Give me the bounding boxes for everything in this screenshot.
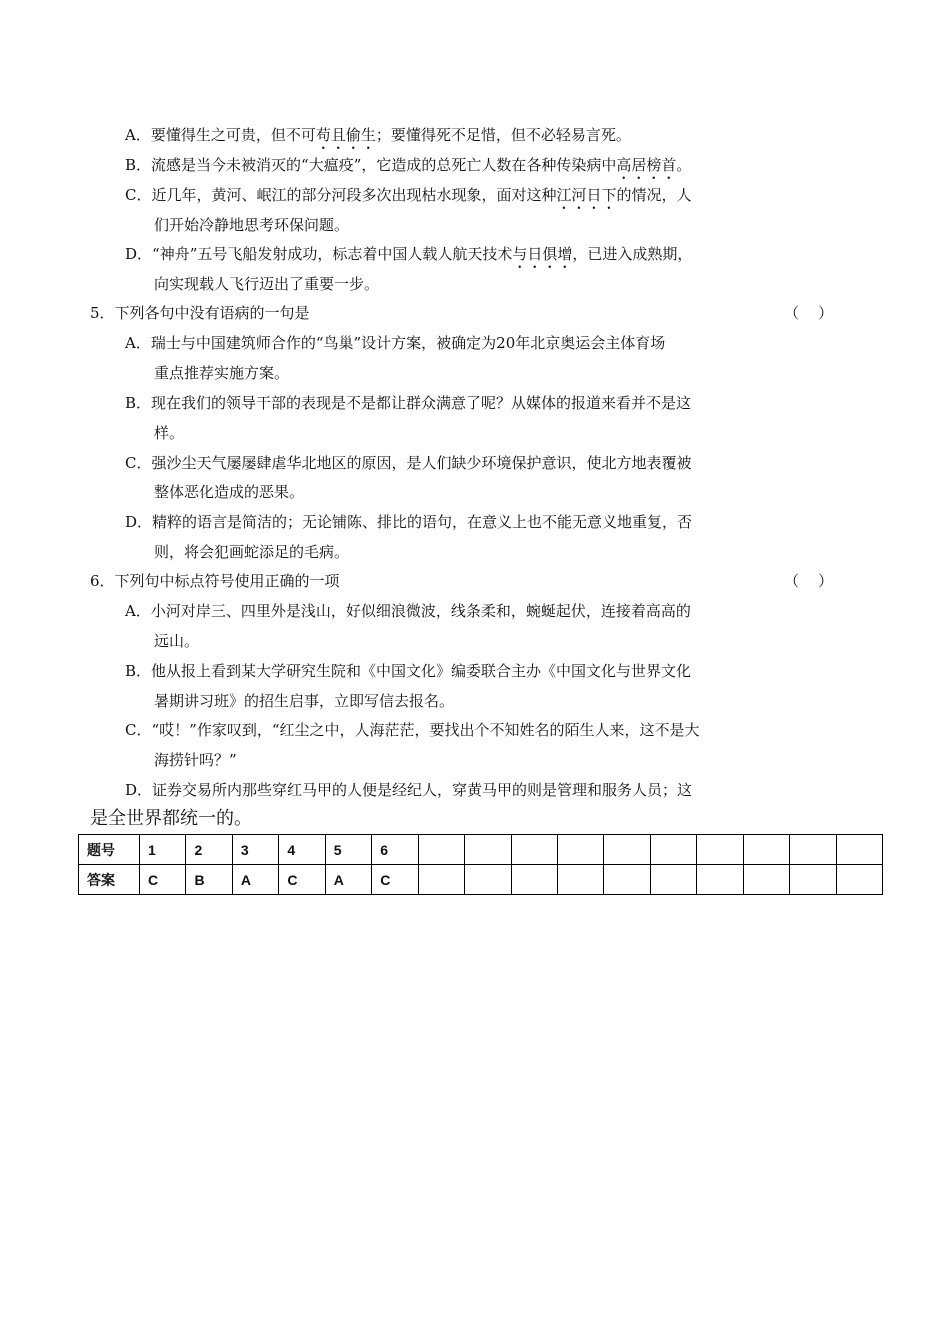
empty-cell [743,835,789,865]
option-letter: C． [125,186,152,204]
question-number-cell: 4 [279,835,325,865]
empty-cell [697,865,743,895]
answer-cell: A [325,865,371,895]
option-text: 流感是当今未被消灭的“大瘟疫”，它造成的总死亡人数在各种传染病中 [151,156,617,174]
option-text: 。 [676,156,692,174]
q5-option-c: C．强沙尘天气屡屡肆虐华北地区的原因，是人们缺少环境保护意识，使北方地表覆被 [125,454,692,472]
option-text: 近几年，黄河、岷江的部分河段多次出现枯水现象，面对这种 [151,186,557,204]
q6-stem: 6．下列句中标点符号使用正确的一项 [90,572,340,590]
q5-option-a: A．瑞士与中国建筑师合作的“鸟巢”设计方案，被确定为20年北京奥运会主体育场 [125,334,666,352]
empty-cell [511,865,557,895]
question-number-cell: 5 [325,835,371,865]
question-number-cell: 6 [372,835,418,865]
emphasized-phrase: 高居榜首 [616,156,677,174]
q5-stem: 5．下列各句中没有语病的一句是 [90,304,310,322]
empty-cell [790,835,836,865]
question-number-cell: 2 [186,835,232,865]
answer-table [78,834,883,895]
empty-cell [418,865,464,895]
empty-cell [697,835,743,865]
option-letter: A． [125,126,151,144]
option-text: “神舟”五号飞船发射成功，标志着中国人载人航天技术 [152,245,513,263]
q6-option-b-continued: 暑期讲习班》的招生启事，立即写信去报名。 [154,692,455,710]
empty-cell [743,865,789,895]
answer-cell: B [186,865,232,895]
question-number-cell: 3 [232,835,278,865]
q5-option-d-continued: 则，将会犯画蛇添足的毛病。 [154,543,350,561]
option-text: 要懂得生之可贵，但不可 [150,126,316,144]
q4-option-c-continued: 们开始冷静地思考环保问题。 [154,216,350,234]
answer-cell: A [232,865,278,895]
q4-option-b [125,155,691,183]
empty-cell [790,865,836,895]
empty-cell [604,835,650,865]
q4-option-c [125,185,692,213]
q5-option-d: D．精粹的语言是简洁的；无论铺陈、排比的语句，在意义上也不能无意义地重复，否 [125,513,693,531]
empty-cell [511,835,557,865]
empty-cell [465,865,511,895]
answer-cell: C [279,865,325,895]
empty-cell [836,835,882,865]
q5-option-a-continued: 重点推荐实施方案。 [154,364,290,382]
option-text: 的情况，人 [616,186,692,204]
q5-option-b: B．现在我们的领导干部的表现是不是都让群众满意了呢？从媒体的报道来看并不是这 [125,394,692,412]
option-text: ；要懂得死不足惜，但不必轻易言死。 [375,126,631,144]
q4-option-d [125,244,692,272]
q6-option-a-continued: 远山。 [154,632,200,650]
empty-cell [604,865,650,895]
table-row-numbers [79,835,883,865]
emphasized-phrase: 江河日下 [556,186,617,204]
answer-cell: C [372,865,418,895]
q5-option-c-continued: 整体恶化造成的恶果。 [154,483,305,501]
q6-option-b: B．他从报上看到某大学研究生院和《中国文化》编委联合主办《中国文化与世界文化 [125,662,692,680]
empty-cell [465,835,511,865]
empty-cell [836,865,882,895]
empty-cell [650,835,696,865]
q6-option-d: D．证券交易所内那些穿红马甲的人便是经纪人，穿黄马甲的则是管理和服务人员；这 [125,781,693,799]
option-text: ，已进入成熟期， [572,245,693,263]
q6-option-c: C．“哎！”作家叹到，“红尘之中，人海茫茫，要找出个不知姓名的陌生人来，这不是大 [125,721,700,739]
q6-answer-paren: （ ） [784,572,834,590]
q4-option-a [125,125,631,153]
q4-option-d-continued: 向实现载人飞行迈出了重要一步。 [154,275,380,293]
q6-option-c-continued: 海捞针吗？” [154,751,237,769]
q5-option-b-continued: 样。 [154,424,185,442]
q6-option-d-continued: 是全世界都统一的。 [90,808,252,829]
emphasized-phrase: 与日俱增 [512,245,573,263]
empty-cell [557,865,603,895]
empty-cell [650,865,696,895]
table-row-answers [79,865,883,895]
q6-option-a: A．小河对岸三、四里外是浅山，好似细浪微波，线条柔和，蜿蜒起伏，连接着高高的 [125,602,691,620]
row-label-question-number: 题号 [79,835,140,865]
option-letter: B． [125,156,152,174]
row-label-answer: 答案 [79,865,140,895]
empty-cell [418,835,464,865]
question-number-cell: 1 [140,835,186,865]
answer-cell: C [140,865,186,895]
empty-cell [557,835,603,865]
q5-answer-paren: （ ） [784,304,834,322]
emphasized-phrase: 苟且偷生 [315,126,376,144]
option-letter: D． [125,245,153,263]
